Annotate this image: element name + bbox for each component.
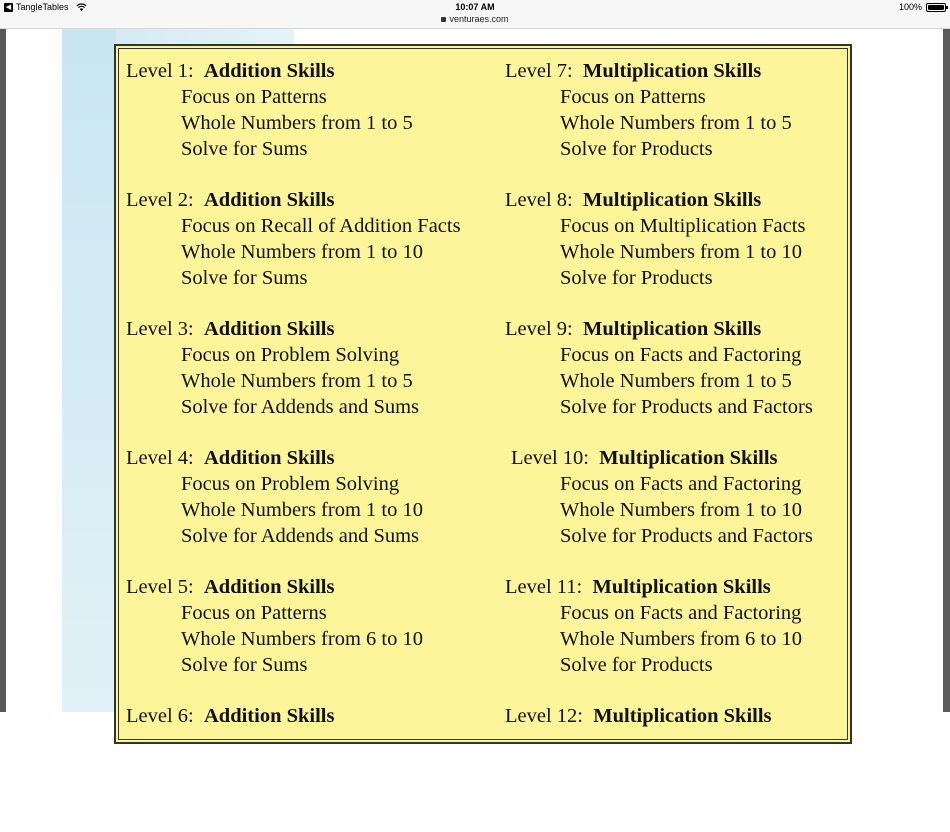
level-range: Whole Numbers from 1 to 5: [181, 370, 413, 392]
level-skill: Addition Skills: [204, 318, 335, 340]
status-bar: [0, 0, 950, 29]
level-label: Level 8:: [505, 189, 573, 211]
battery-icon: [926, 3, 946, 12]
level-title: [505, 703, 813, 729]
level-skill: Addition Skills: [204, 189, 335, 211]
level-skill: Multiplication Skills: [592, 576, 771, 598]
level-block: [505, 316, 813, 445]
level-block: [126, 316, 461, 445]
level-title: [126, 574, 461, 600]
level-focus: Focus on Problem Solving: [181, 344, 400, 366]
multiplication-levels-column: [505, 58, 813, 832]
level-solve: Solve for Addends and Sums: [181, 525, 420, 547]
level-skill: Multiplication Skills: [583, 189, 762, 211]
back-app-name: TangleTables: [16, 2, 69, 12]
level-block: [126, 58, 461, 187]
level-solve: Solve for Sums: [181, 138, 308, 160]
level-label: Level 10:: [511, 447, 589, 469]
level-label: Level 1:: [126, 60, 194, 82]
level-skill: Addition Skills: [204, 705, 335, 727]
level-block: [505, 187, 813, 316]
level-label: Level 11:: [505, 576, 583, 598]
level-title: [126, 445, 461, 471]
level-label: Level 12:: [505, 705, 583, 727]
addition-levels-column: [126, 58, 461, 832]
level-block: [505, 445, 813, 574]
url-text: venturaes.com: [449, 14, 509, 24]
level-range: Whole Numbers from 6 to 10: [560, 628, 802, 650]
level-range: Whole Numbers from 1 to 5: [560, 370, 792, 392]
level-focus: Focus on Recall of Addition Facts: [181, 215, 461, 237]
level-title: [126, 316, 461, 342]
level-block: [126, 574, 461, 703]
level-solve: Solve for Sums: [181, 654, 308, 676]
web-page[interactable]: [0, 29, 950, 727]
level-title: [126, 58, 461, 84]
level-skill: Multiplication Skills: [583, 60, 762, 82]
level-focus: Focus on Facts and Factoring: [560, 344, 802, 366]
level-range: Whole Numbers from 1 to 5: [181, 112, 413, 134]
level-solve: Solve for Products: [560, 654, 713, 676]
level-skill: Addition Skills: [204, 60, 335, 82]
levels-panel: [114, 44, 852, 744]
level-skill: Addition Skills: [204, 447, 335, 469]
clock: 10:07 AM: [455, 2, 495, 12]
level-label: Level 3:: [126, 318, 194, 340]
level-label: Level 4:: [126, 447, 194, 469]
level-solve: Solve for Addends and Sums: [181, 396, 420, 418]
level-focus: Focus on Patterns: [181, 86, 327, 108]
level-label: Level 9:: [505, 318, 573, 340]
level-title: [126, 703, 461, 729]
left-gutter: [0, 29, 6, 712]
level-range: Whole Numbers from 1 to 10: [181, 241, 423, 263]
level-focus: Focus on Facts and Factoring: [560, 473, 802, 495]
battery-percent: 100%: [898, 2, 922, 12]
level-range: Whole Numbers from 1 to 10: [560, 499, 802, 521]
level-focus: Focus on Multiplication Facts: [560, 215, 806, 237]
background-band-left: [62, 29, 116, 712]
level-skill: Multiplication Skills: [583, 318, 762, 340]
level-skill: Multiplication Skills: [593, 705, 772, 727]
level-block: [505, 574, 813, 703]
lock-icon: [441, 17, 446, 22]
level-label: Level 7:: [505, 60, 573, 82]
level-title: [505, 445, 813, 471]
level-label: Level 2:: [126, 189, 194, 211]
level-range: Whole Numbers from 1 to 10: [181, 499, 423, 521]
level-skill: Addition Skills: [204, 576, 335, 598]
back-arrow-icon: ◀: [5, 3, 12, 11]
level-block: [505, 58, 813, 187]
level-range: Whole Numbers from 1 to 5: [560, 112, 792, 134]
level-range: Whole Numbers from 1 to 10: [560, 241, 802, 263]
level-block: [126, 703, 461, 832]
level-block: [126, 445, 461, 574]
level-solve: Solve for Products and Factors: [560, 396, 813, 418]
level-solve: Solve for Products: [560, 267, 713, 289]
level-title: [126, 187, 461, 213]
level-label: Level 6:: [126, 705, 194, 727]
right-gutter: [943, 29, 950, 712]
address-bar[interactable]: [0, 14, 950, 24]
level-title: [505, 574, 813, 600]
level-focus: Focus on Patterns: [181, 602, 327, 624]
level-title: [505, 316, 813, 342]
level-label: Level 5:: [126, 576, 194, 598]
level-solve: Solve for Products: [560, 138, 713, 160]
level-range: Whole Numbers from 6 to 10: [181, 628, 423, 650]
level-solve: Solve for Sums: [181, 267, 308, 289]
level-focus: Focus on Facts and Factoring: [560, 602, 802, 624]
level-solve: Solve for Products and Factors: [560, 525, 813, 547]
level-block: [126, 187, 461, 316]
battery-status: [899, 2, 946, 12]
level-block: [505, 703, 813, 832]
level-title: [505, 187, 813, 213]
level-title: [505, 58, 813, 84]
level-skill: Multiplication Skills: [599, 447, 778, 469]
level-focus: Focus on Problem Solving: [181, 473, 400, 495]
level-focus: Focus on Patterns: [560, 86, 706, 108]
